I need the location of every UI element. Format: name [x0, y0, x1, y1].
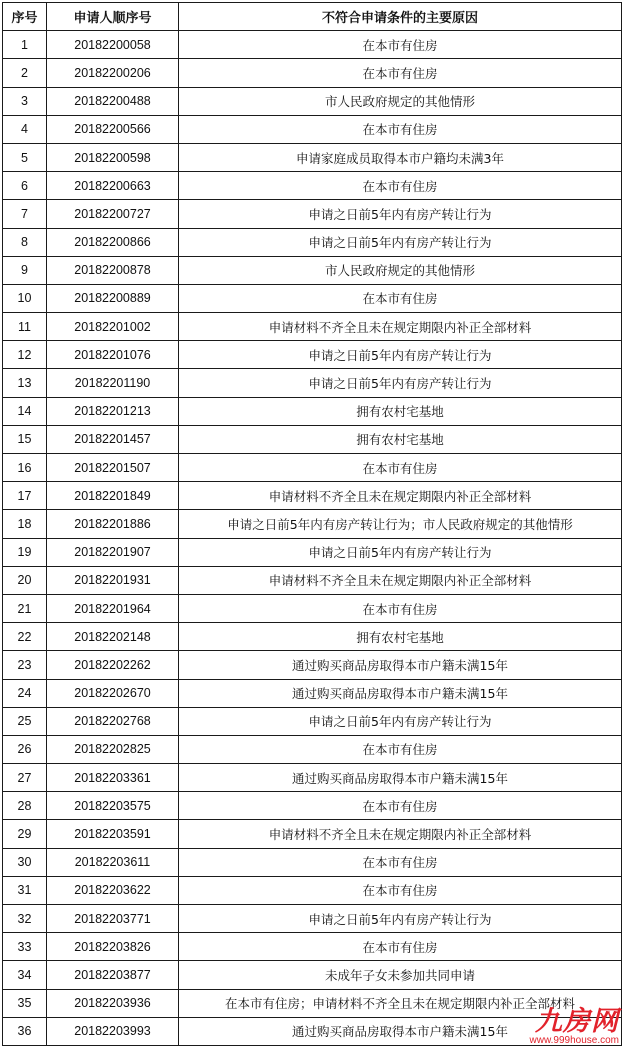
- applicant-number: 20182200058: [47, 31, 179, 59]
- table-row: [3, 820, 622, 848]
- rejection-reason: 在本市有住房: [179, 876, 622, 904]
- applicant-number: 20182201213: [47, 397, 179, 425]
- header-applicant-number: 申请人顺序号: [47, 3, 179, 31]
- rejection-reason: 在本市有住房；申请材料不齐全且未在规定期限内补正全部材料: [179, 989, 622, 1017]
- row-index: 33: [3, 933, 47, 961]
- applicant-number: 20182201886: [47, 510, 179, 538]
- applicant-number: 20182201849: [47, 482, 179, 510]
- applicant-number: 20182201076: [47, 341, 179, 369]
- rejection-reason: 在本市有住房: [179, 933, 622, 961]
- table-row: [3, 397, 622, 425]
- rejection-reason: 通过购买商品房取得本市户籍未满15年: [179, 764, 622, 792]
- rejection-reason: 通过购买商品房取得本市户籍未满15年: [179, 679, 622, 707]
- applicant-number: 20182203993: [47, 1017, 179, 1045]
- table-row: [3, 87, 622, 115]
- applicant-number: 20182203826: [47, 933, 179, 961]
- applicant-number: 20182200598: [47, 143, 179, 171]
- row-index: 13: [3, 369, 47, 397]
- applicant-number: 20182201507: [47, 454, 179, 482]
- rejection-reason: 在本市有住房: [179, 31, 622, 59]
- row-index: 16: [3, 454, 47, 482]
- row-index: 14: [3, 397, 47, 425]
- header-reason: 不符合申请条件的主要原因: [179, 3, 622, 31]
- row-index: 9: [3, 256, 47, 284]
- row-index: 7: [3, 200, 47, 228]
- table-row: [3, 651, 622, 679]
- rejection-reason: 申请之日前5年内有房产转让行为: [179, 341, 622, 369]
- rejection-reason: 在本市有住房: [179, 735, 622, 763]
- rejection-reason: 申请之日前5年内有房产转让行为: [179, 905, 622, 933]
- table-row: [3, 905, 622, 933]
- table-row: [3, 848, 622, 876]
- table-row: [3, 369, 622, 397]
- row-index: 4: [3, 115, 47, 143]
- table-row: [3, 707, 622, 735]
- rejection-reason: 在本市有住房: [179, 792, 622, 820]
- applicant-number: 20182202148: [47, 623, 179, 651]
- table-row: [3, 284, 622, 312]
- row-index: 26: [3, 735, 47, 763]
- applicant-number: 20182200488: [47, 87, 179, 115]
- applicant-number: 20182201457: [47, 425, 179, 453]
- table-row: [3, 538, 622, 566]
- table-row: [3, 764, 622, 792]
- table-row: [3, 341, 622, 369]
- table-body: [3, 31, 622, 1046]
- rejection-reason: 通过购买商品房取得本市户籍未满15年: [179, 651, 622, 679]
- row-index: 6: [3, 172, 47, 200]
- applicant-number: 20182203622: [47, 876, 179, 904]
- rejection-reason: 拥有农村宅基地: [179, 397, 622, 425]
- table-row: [3, 1017, 622, 1045]
- rejection-reason: 申请之日前5年内有房产转让行为；市人民政府规定的其他情形: [179, 510, 622, 538]
- applicant-number: 20182200727: [47, 200, 179, 228]
- rejection-reason: 申请之日前5年内有房产转让行为: [179, 200, 622, 228]
- rejection-reason: 拥有农村宅基地: [179, 623, 622, 651]
- table-row: [3, 200, 622, 228]
- row-index: 25: [3, 707, 47, 735]
- table-row: [3, 228, 622, 256]
- row-index: 29: [3, 820, 47, 848]
- table-row: [3, 594, 622, 622]
- row-index: 10: [3, 284, 47, 312]
- watermark-url: www.999house.com: [529, 1035, 619, 1046]
- table-row: [3, 933, 622, 961]
- table-row: [3, 425, 622, 453]
- table-row: [3, 566, 622, 594]
- row-index: 8: [3, 228, 47, 256]
- table-row: [3, 115, 622, 143]
- row-index: 23: [3, 651, 47, 679]
- rejection-reason: 在本市有住房: [179, 454, 622, 482]
- table-row: [3, 59, 622, 87]
- row-index: 19: [3, 538, 47, 566]
- table-row: [3, 735, 622, 763]
- table-row: [3, 792, 622, 820]
- table-header-row: [3, 3, 622, 31]
- row-index: 17: [3, 482, 47, 510]
- row-index: 30: [3, 848, 47, 876]
- row-index: 18: [3, 510, 47, 538]
- table-row: [3, 172, 622, 200]
- table-row: [3, 256, 622, 284]
- applicant-number: 20182203771: [47, 905, 179, 933]
- rejection-reason: 申请材料不齐全且未在规定期限内补正全部材料: [179, 820, 622, 848]
- applicant-number: 20182200206: [47, 59, 179, 87]
- rejection-reason: 市人民政府规定的其他情形: [179, 87, 622, 115]
- row-index: 24: [3, 679, 47, 707]
- applicant-number: 20182203611: [47, 848, 179, 876]
- applicant-number: 20182202670: [47, 679, 179, 707]
- row-index: 12: [3, 341, 47, 369]
- rejection-reason: 申请材料不齐全且未在规定期限内补正全部材料: [179, 482, 622, 510]
- header-index: 序号: [3, 3, 47, 31]
- applicant-number: 20182202768: [47, 707, 179, 735]
- rejection-reason: 在本市有住房: [179, 594, 622, 622]
- row-index: 21: [3, 594, 47, 622]
- applicant-number: 20182201190: [47, 369, 179, 397]
- applicant-number: 20182201964: [47, 594, 179, 622]
- row-index: 3: [3, 87, 47, 115]
- rejection-reason: 在本市有住房: [179, 284, 622, 312]
- table-row: [3, 31, 622, 59]
- applicant-number: 20182201907: [47, 538, 179, 566]
- rejection-reason: 申请之日前5年内有房产转让行为: [179, 538, 622, 566]
- rejection-reason: 申请之日前5年内有房产转让行为: [179, 369, 622, 397]
- applicant-number: 20182203361: [47, 764, 179, 792]
- applicant-number: 20182202825: [47, 735, 179, 763]
- row-index: 36: [3, 1017, 47, 1045]
- rejection-table: [2, 2, 622, 1046]
- applicant-number: 20182202262: [47, 651, 179, 679]
- rejection-reason: 市人民政府规定的其他情形: [179, 256, 622, 284]
- row-index: 5: [3, 143, 47, 171]
- table-row: [3, 679, 622, 707]
- table-row: [3, 313, 622, 341]
- table-row: [3, 454, 622, 482]
- watermark-logo: 九房网: [535, 1006, 619, 1037]
- applicant-number: 20182203877: [47, 961, 179, 989]
- table-row: [3, 143, 622, 171]
- rejection-reason: 在本市有住房: [179, 172, 622, 200]
- table-row: [3, 482, 622, 510]
- row-index: 32: [3, 905, 47, 933]
- row-index: 1: [3, 31, 47, 59]
- table-row: [3, 989, 622, 1017]
- applicant-number: 20182200878: [47, 256, 179, 284]
- row-index: 27: [3, 764, 47, 792]
- applicant-number: 20182203591: [47, 820, 179, 848]
- row-index: 22: [3, 623, 47, 651]
- table-row: [3, 623, 622, 651]
- applicant-number: 20182200663: [47, 172, 179, 200]
- rejection-reason: 在本市有住房: [179, 115, 622, 143]
- applicant-number: 20182200889: [47, 284, 179, 312]
- rejection-reason: 拥有农村宅基地: [179, 425, 622, 453]
- row-index: 35: [3, 989, 47, 1017]
- applicant-number: 20182200566: [47, 115, 179, 143]
- rejection-reason: 未成年子女未参加共同申请: [179, 961, 622, 989]
- applicant-number: 20182200866: [47, 228, 179, 256]
- rejection-reason: 在本市有住房: [179, 848, 622, 876]
- table-row: [3, 961, 622, 989]
- table-row: [3, 876, 622, 904]
- rejection-reason: 在本市有住房: [179, 59, 622, 87]
- row-index: 20: [3, 566, 47, 594]
- applicant-number: 20182201931: [47, 566, 179, 594]
- applicant-number: 20182201002: [47, 313, 179, 341]
- rejection-reason: 申请之日前5年内有房产转让行为: [179, 228, 622, 256]
- row-index: 11: [3, 313, 47, 341]
- rejection-reason: 申请材料不齐全且未在规定期限内补正全部材料: [179, 566, 622, 594]
- rejection-reason: 申请之日前5年内有房产转让行为: [179, 707, 622, 735]
- table-row: [3, 510, 622, 538]
- applicant-number: 20182203575: [47, 792, 179, 820]
- row-index: 31: [3, 876, 47, 904]
- rejection-reason: 申请家庭成员取得本市户籍均未满3年: [179, 143, 622, 171]
- rejection-reason: 通过购买商品房取得本市户籍未满15年: [179, 1017, 622, 1045]
- row-index: 28: [3, 792, 47, 820]
- row-index: 15: [3, 425, 47, 453]
- rejection-reason: 申请材料不齐全且未在规定期限内补正全部材料: [179, 313, 622, 341]
- applicant-number: 20182203936: [47, 989, 179, 1017]
- row-index: 2: [3, 59, 47, 87]
- row-index: 34: [3, 961, 47, 989]
